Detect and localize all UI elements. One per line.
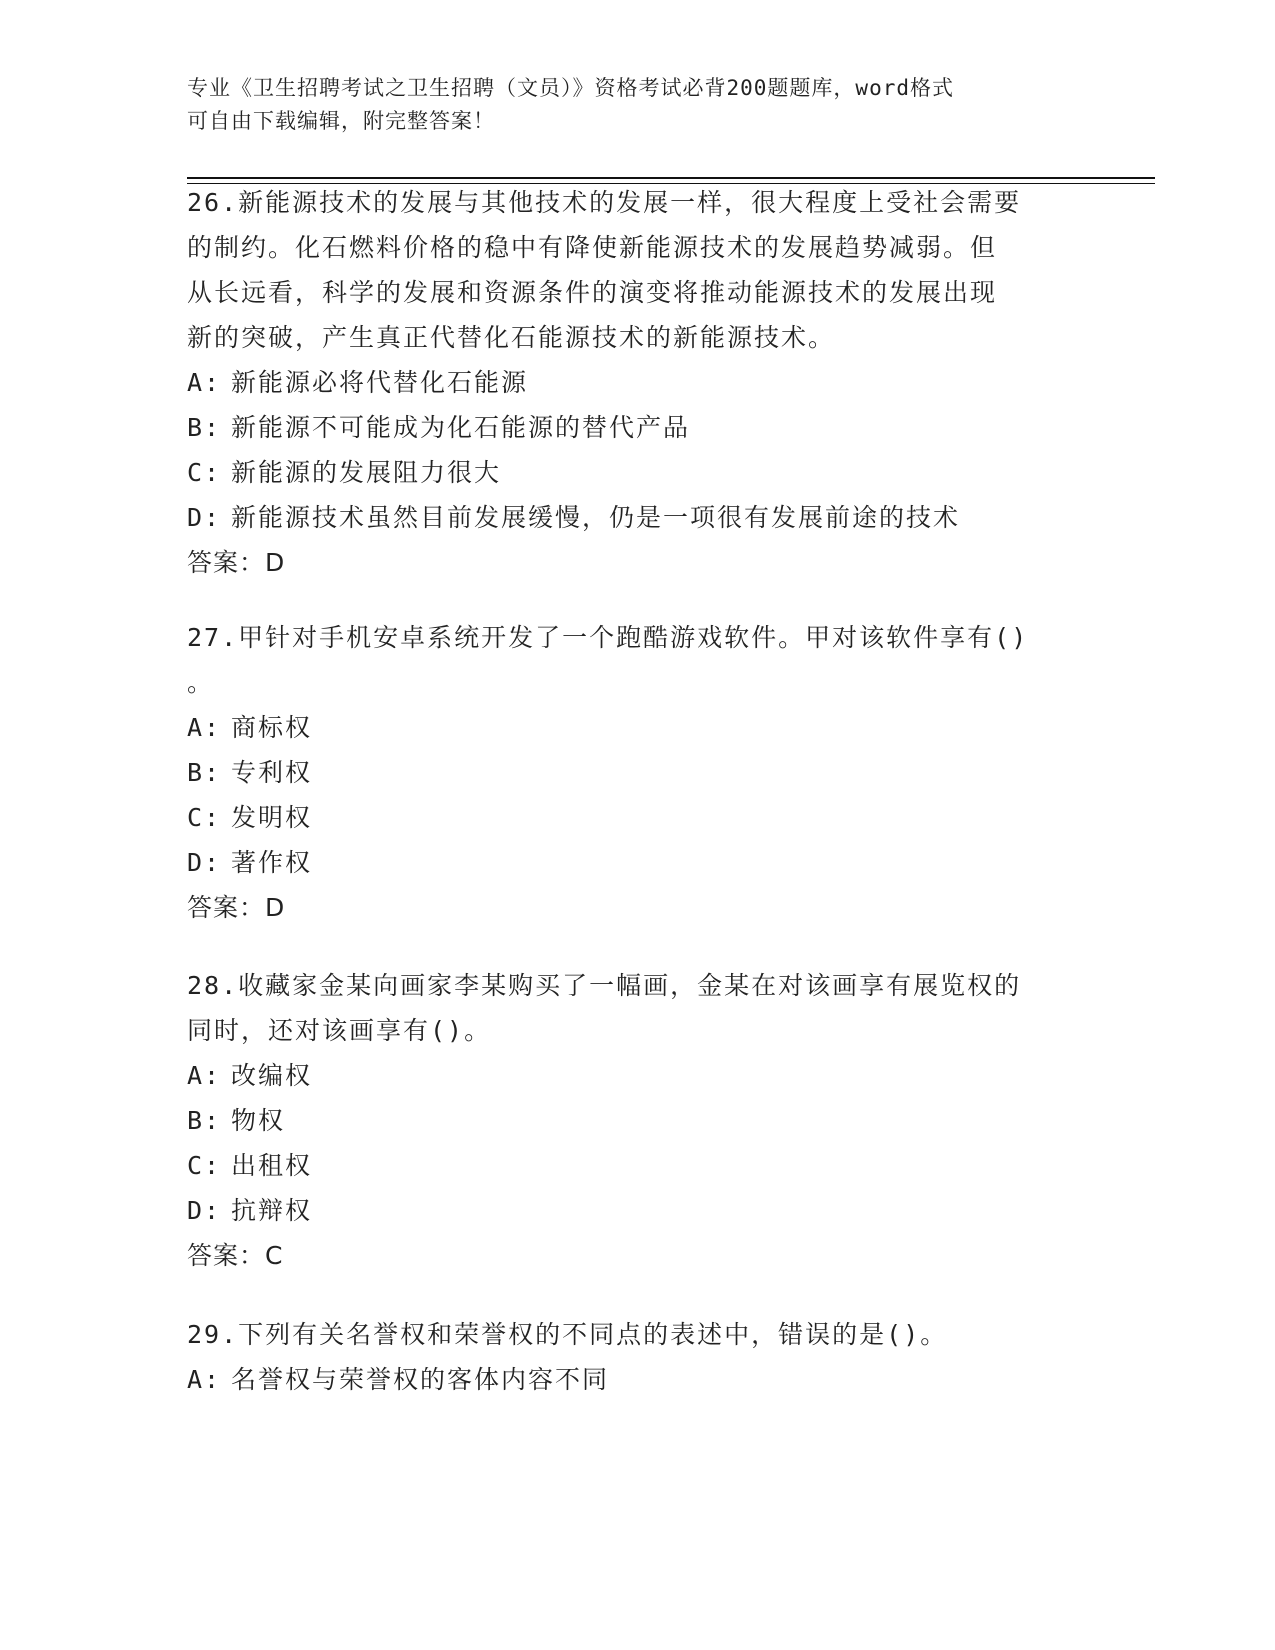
option-key: D:	[187, 848, 222, 877]
option-c	[187, 795, 1087, 840]
answer: 答案：D	[187, 893, 286, 922]
option-key: D:	[187, 503, 222, 532]
option-text: 出租权	[231, 1151, 313, 1180]
option-key: A:	[187, 1365, 222, 1394]
question-stem-line: 27.甲针对手机安卓系统开发了一个跑酷游戏软件。甲对该软件享有()	[187, 623, 1029, 652]
question-28	[187, 963, 1087, 1278]
question-26	[187, 180, 1087, 585]
option-text: 物权	[231, 1106, 286, 1135]
option-text: 新能源不可能成为化石能源的替代产品	[231, 413, 691, 442]
option-key: B:	[187, 758, 222, 787]
header-line-1: 专业《卫生招聘考试之卫生招聘（文员）》资格考试必背200题题库，word格式	[187, 76, 954, 100]
question-stem-line: 26.新能源技术的发展与其他技术的发展一样，很大程度上受社会需要	[187, 188, 1022, 217]
option-text: 改编权	[231, 1061, 313, 1090]
option-text: 抗辩权	[231, 1196, 313, 1225]
option-d	[187, 495, 1087, 540]
answer: 答案：D	[187, 548, 286, 577]
option-text: 名誉权与荣誉权的客体内容不同	[231, 1365, 610, 1394]
option-b	[187, 1098, 1087, 1143]
option-d	[187, 840, 1087, 885]
question-27	[187, 615, 1087, 930]
question-stem-line: 29.下列有关名誉权和荣誉权的不同点的表述中，错误的是()。	[187, 1320, 948, 1349]
question-stem-line: 。	[187, 668, 215, 697]
option-text: 著作权	[231, 848, 313, 877]
option-key: A:	[187, 368, 222, 397]
option-a	[187, 1357, 1087, 1402]
option-a	[187, 1053, 1087, 1098]
document-header	[187, 72, 1067, 138]
question-stem-line: 新的突破，产生真正代替化石能源技术的新能源技术。	[187, 323, 836, 352]
question-29	[187, 1312, 1087, 1402]
option-text: 新能源的发展阻力很大	[231, 458, 502, 487]
option-a	[187, 360, 1087, 405]
question-stem-line: 从长远看，科学的发展和资源条件的演变将推动能源技术的发展出现	[187, 278, 998, 307]
option-key: B:	[187, 413, 222, 442]
option-b	[187, 405, 1087, 450]
question-stem-line: 28.收藏家金某向画家李某购买了一幅画，金某在对该画享有展览权的	[187, 971, 1022, 1000]
option-c	[187, 1143, 1087, 1188]
option-d	[187, 1188, 1087, 1233]
option-text: 商标权	[231, 713, 313, 742]
option-key: A:	[187, 1061, 222, 1090]
question-stem-line: 的制约。化石燃料价格的稳中有降使新能源技术的发展趋势减弱。但	[187, 233, 998, 262]
header-line-2: 可自由下载编辑，附完整答案！	[187, 109, 495, 133]
option-key: C:	[187, 1151, 222, 1180]
option-b	[187, 750, 1087, 795]
option-key: B:	[187, 1106, 222, 1135]
option-key: A:	[187, 713, 222, 742]
option-c	[187, 450, 1087, 495]
answer: 答案：C	[187, 1241, 284, 1270]
option-a	[187, 705, 1087, 750]
option-text: 发明权	[231, 803, 313, 832]
option-key: C:	[187, 803, 222, 832]
question-stem-line: 同时，还对该画享有()。	[187, 1016, 492, 1045]
option-text: 新能源技术虽然目前发展缓慢，仍是一项很有发展前途的技术	[231, 503, 961, 532]
option-key: D:	[187, 1196, 222, 1225]
option-text: 新能源必将代替化石能源	[231, 368, 529, 397]
option-key: C:	[187, 458, 222, 487]
header-divider-top	[187, 177, 1155, 179]
option-text: 专利权	[231, 758, 313, 787]
